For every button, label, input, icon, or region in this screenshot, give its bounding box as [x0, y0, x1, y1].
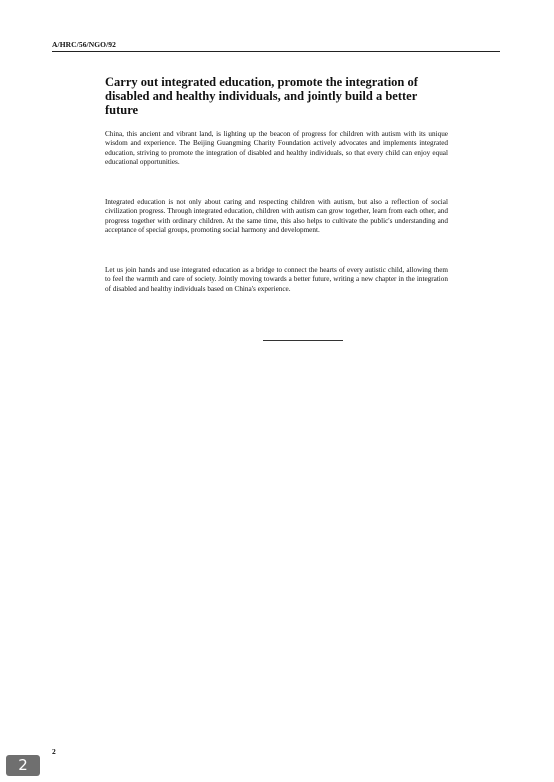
body-paragraph-3: Let us join hands and use integrated education as a bridge to connect the hearts of every autistic child, allowing them to feel the warmth and care of society. Jointly moving towards a better future, writing a new chapter in the integration of disabled and healthy individuals based on China's experience.	[105, 266, 448, 293]
end-of-document-rule	[263, 340, 343, 341]
document-symbol: A/HRC/56/NGO/92	[52, 40, 117, 49]
page-number: 2	[52, 747, 56, 756]
document-title: Carry out integrated education, promote the integration of disabled and healthy individuals, and jointly build a better future	[105, 75, 418, 117]
body-paragraph-1: China, this ancient and vibrant land, is lighting up the beacon of progress for children with autism with its unique wisdom and experience. The Beijing Guangming Charity Foundation actively advocates and implements integrated education, striving to promote the integration of disabled and healthy individuals, so that every child can enjoy equal educational opportunities.	[105, 130, 448, 166]
body-paragraph-2: Integrated education is not only about caring and respecting children with autism, but also a reflection of social civilization progress. Through integrated education, children with autism can grow together, learn from each other, and progress together with ordinary children. At the same time, this also helps to cultivate the public's understanding and acceptance of special groups, promoting social harmony and development.	[105, 198, 448, 234]
page-indicator-badge[interactable]: 2	[6, 755, 40, 776]
header-divider	[52, 51, 500, 52]
